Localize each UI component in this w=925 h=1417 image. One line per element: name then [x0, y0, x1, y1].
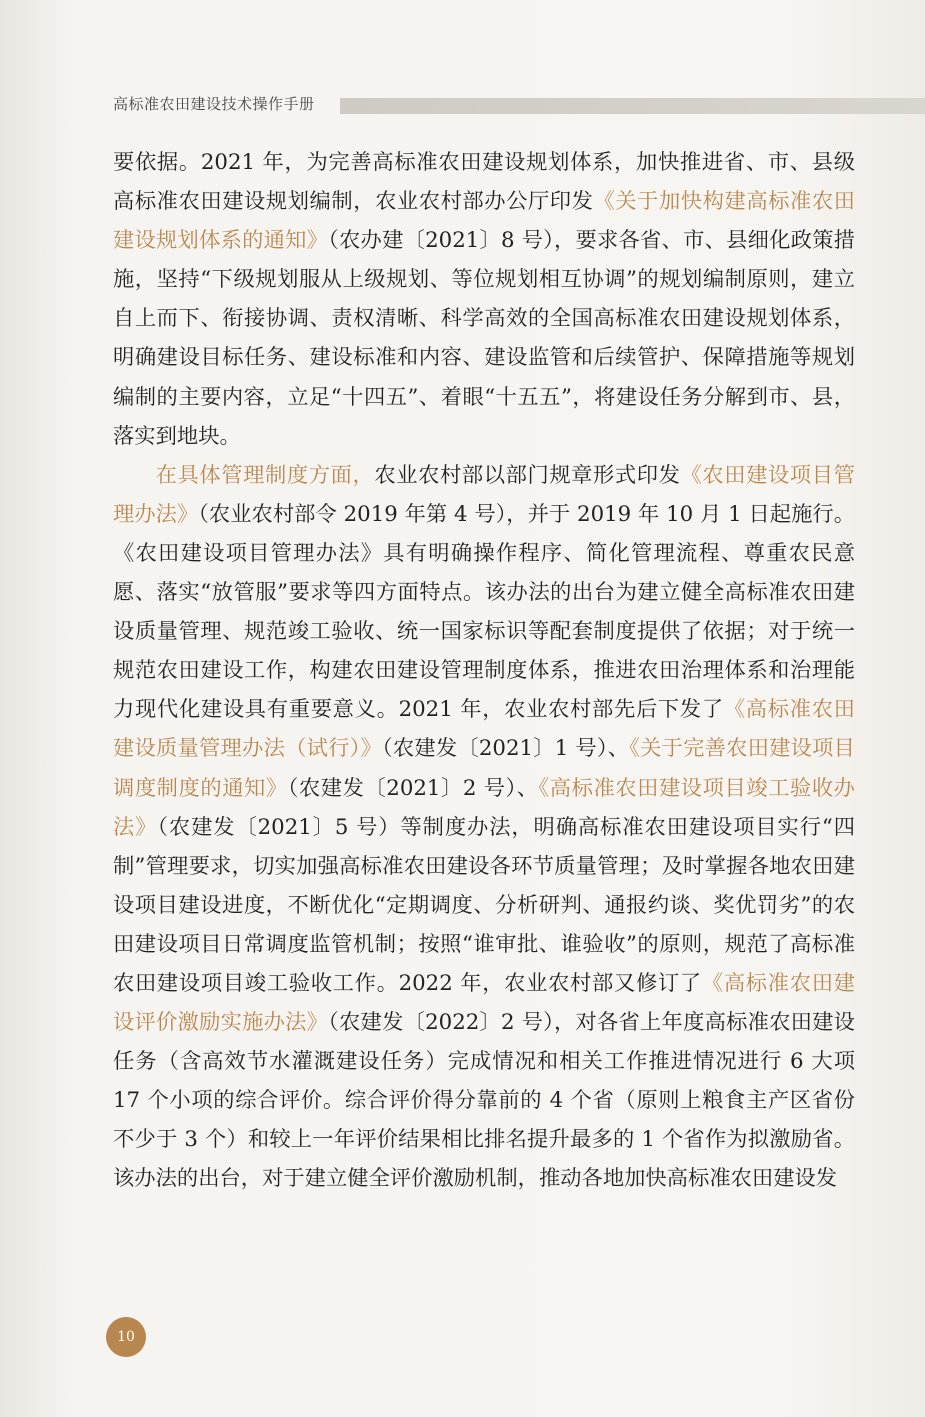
text-run: （农业农村部令 2019 年第 4 号），并于 2019 年 10 月 1 日起施行。《农田建设项目管理办法》具有明确操作程序、简化管理流程、尊重农民意愿、落实“放管服”要求等四方面特点。该办法的出台为建立健全高标准农田建设质量管理、规范竣工验收、统一国家标识等配套制度提供了依据；对于统一规范农田建设工作，构建农田建设管理制度体系，推进农田治理体系和治理能力现代化建设具有重要意义。2021 年，农业农村部先后下发了	[113, 501, 855, 723]
text-run: （农建发〔2022〕2 号），对各省上年度高标准农田建设任务（含高效节水灌溉建设任务）完成情况和相关工作推进情况进行 6 大项 17 个小项的综合评价。综合评价得分靠前的 4 个省（原则上粮食主产区省份不少于 3 个）和较上一年评价结果相比排名提升最多的 1 个省作为拟激励省。该办法的出台，对于建立健全评价激励机制，推动各地加快高标准农田建设发	[113, 1010, 855, 1192]
body-text	[113, 143, 855, 1199]
text-run: （农建发〔2021〕2 号）、	[287, 775, 539, 801]
running-header: 高标准农田建设技术操作手册	[113, 95, 315, 113]
highlighted-text: 《农田建设项目管理办法》	[113, 462, 855, 527]
text-run: （农建发〔2021〕5 号）等制度办法，明确高标准农田建设项目实行“四制”管理要求，切实加强高标准农田建设各环节质量管理；及时掌握各地农田建设项目建设进度，不断优化“定期调度、分析研判、通报约谈、奖优罚劣”的农田建设项目日常调度监管机制；按照“谁审批、谁验收”的原则，规范了高标准农田建设项目竣工验收工作。2022 年，农业农村部又修订了	[113, 814, 855, 996]
text-run: 要依据。2021 年，为完善高标准农田建设规划体系，加快推进省、市、县级高标准农田建设规划编制，农业农村部办公厅印发	[113, 150, 855, 215]
highlighted-text: 《关于加快构建高标准农田建设规划体系的通知》	[113, 189, 855, 254]
highlighted-text: 《高标准农田建设项目竣工验收办法》	[113, 775, 855, 840]
highlighted-text: 《关于完善农田建设项目调度制度的通知》	[113, 736, 855, 801]
text-run: （农建发〔2021〕1 号）、	[381, 736, 630, 762]
text-run: 农业农村部以部门规章形式印发	[374, 462, 681, 488]
highlighted-text: 《高标准农田建设评价激励实施办法》	[113, 970, 855, 1036]
highlighted-text: 《高标准农田建设质量管理办法（试行）》	[113, 697, 855, 762]
text-run: （农办建〔2021〕8 号），要求各省、市、县细化政策措施，坚持“下级规划服从上级规划、等位规划相互协调”的规划编制原则，建立自上而下、衔接协调、责权清晰、科学高效的全国高标准农田建设规划体系，明确建设目标任务、建设标准和内容、建设监管和后续管护、保障措施等规划编制的主要内容，立足“十四五”、着眼“十五五”，将建设任务分解到市、县，落实到地块。	[113, 228, 855, 449]
paragraph	[113, 456, 855, 1199]
paragraph	[113, 143, 855, 456]
page-number: 10	[106, 1317, 146, 1357]
header-bar	[340, 98, 925, 114]
highlighted-text: 在具体管理制度方面，	[155, 462, 375, 488]
